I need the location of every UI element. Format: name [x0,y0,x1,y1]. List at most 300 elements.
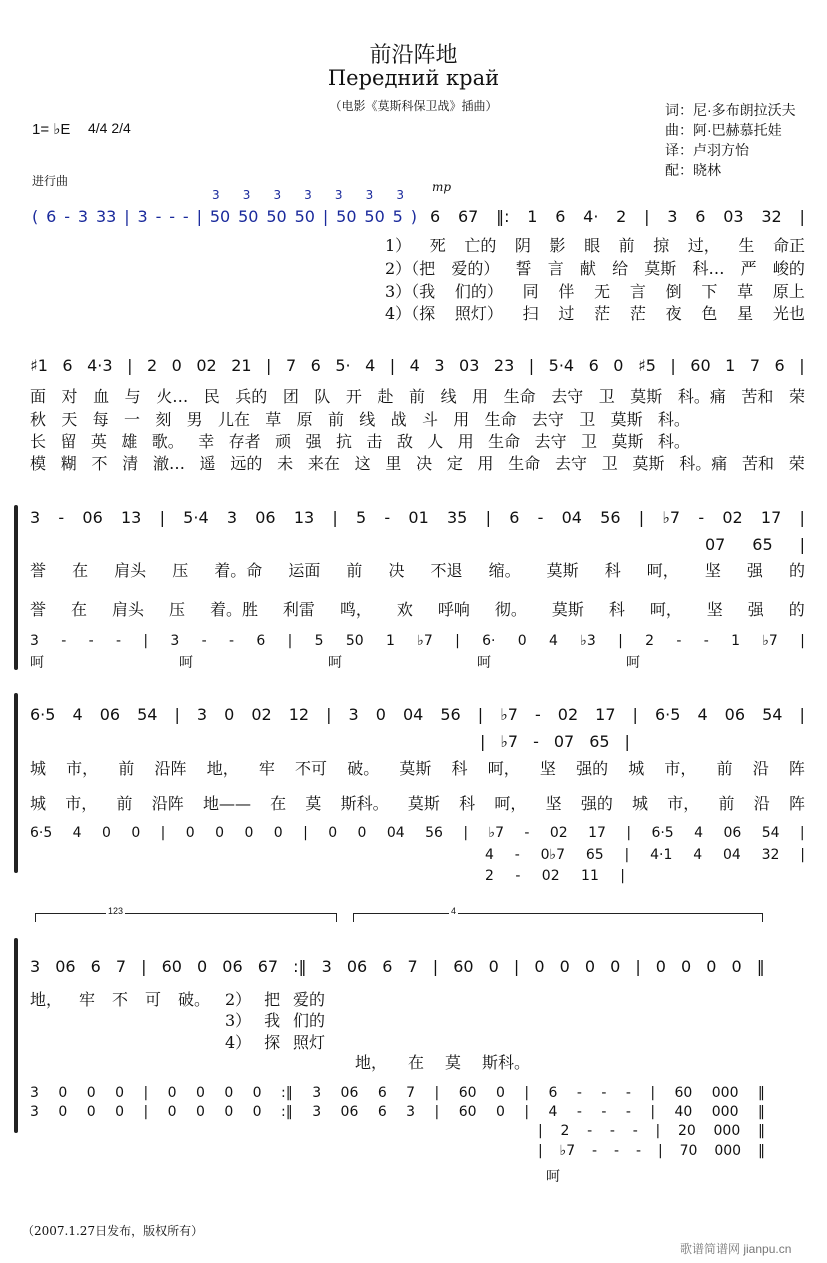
token: 4 [409,356,420,375]
second-voice-row [705,535,805,554]
token: 5 [356,508,367,527]
token: 地， [206,759,239,778]
token: 56 [600,508,621,527]
token: ♭7 [559,1143,576,1159]
credit-music: 曲：阿·巴赫慕托娃 [665,122,782,138]
token: - [169,207,176,226]
token: 06 [222,957,243,976]
token: 强 [305,432,322,451]
token: 6· [482,633,496,649]
barline: | [635,957,641,976]
token: 民 [203,387,220,406]
token: 言 [629,282,646,301]
token: 前 [618,236,635,255]
token: 科。痛 [679,454,728,473]
token: 0 [58,1104,68,1120]
token: 模 [30,454,47,473]
token: 2）（把 [385,259,436,278]
token: 伴 [558,282,575,301]
token: 我 [264,1011,281,1030]
token: 03 [459,356,480,375]
barline: | [618,633,623,649]
token: 用 [453,410,470,429]
barline: | [434,1085,440,1101]
token: 5 [392,207,403,226]
token: 6 [430,207,441,226]
barline: | [174,705,180,724]
token: 兵的 [235,387,268,406]
repeat-lyric-row [225,1030,325,1053]
token: 未 [277,454,294,473]
token: 牢 [258,759,275,778]
barline: | [124,207,130,226]
token: 3 [30,633,39,649]
credit-arrangement: 配：晓林 [665,162,721,178]
barline: | [455,633,460,649]
token: - [384,508,391,527]
token: 生命 [508,454,541,473]
token: 3 [242,188,251,202]
lower-voice-row [538,1143,765,1159]
volta-bracket-1 [35,906,337,922]
token: 秋 [30,410,47,429]
lower-lyric-row [30,652,640,672]
lyric-row [30,791,805,814]
lyric-row [385,233,805,256]
token: 莫斯 [632,454,665,473]
token: 0 [224,705,235,724]
token: 沿阵 [154,759,187,778]
token: 坚 [539,759,556,778]
token: 04 [402,705,424,724]
token: 04 [561,508,582,527]
token: - [534,705,541,724]
token: 去守 [555,454,588,473]
token: 这 [354,454,371,473]
token: 坚 [545,794,562,813]
token: 50 [238,207,259,226]
token: 3 [30,1104,39,1120]
token: 6 [548,1085,558,1101]
token: 1 [527,207,538,226]
barline: | [528,356,535,375]
token: 前 [718,794,735,813]
token: 02 [722,508,743,527]
token: 誉 [30,561,47,580]
token: 生 [738,236,755,255]
barline: | [485,508,491,527]
barline: :‖ [281,1085,293,1101]
token: 前 [327,410,344,429]
token: 生命 [503,387,536,406]
token: 0 [215,825,225,841]
token: 3 [396,188,404,202]
token: 06 [255,508,276,527]
token: 0 [495,1085,505,1101]
token: 06 [340,1085,359,1101]
barline: | [624,847,630,863]
token: 在 [407,1053,424,1072]
token: 32 [761,847,780,863]
token: 13 [120,508,142,527]
token: 天 [61,410,78,429]
token: - [533,732,539,751]
barline: | [638,508,645,527]
notes-row [30,356,805,375]
token: 7 [407,957,418,976]
token: 3） [225,1011,252,1030]
token: 32 [761,207,782,226]
token: - [182,207,189,226]
title-russian: Передний край [327,66,500,90]
token: 6 [62,356,73,375]
token: - [625,1104,631,1120]
token: 65 [589,732,610,751]
token: 67 [257,957,279,976]
token: 5· [335,356,351,375]
token: 60 [161,957,182,976]
token: ♭7 [762,633,778,649]
token: - [537,508,544,527]
token: 草 [265,410,282,429]
volta-bracket-2 [353,906,763,922]
token: 0 [613,356,624,375]
token: 遥 [199,454,216,473]
token: 0 [495,1104,505,1120]
token: 6·5 [30,825,53,841]
notes-row [30,705,805,724]
token: 探 [264,1033,281,1052]
system-bracket [14,505,18,670]
token: 3 [212,188,220,202]
token: 04 [722,847,741,863]
token: 5·4 [183,508,209,527]
token: 压 [172,561,189,580]
token: 3 [196,705,208,724]
token: 无 [594,282,611,301]
token: 照灯） [454,304,503,323]
token: 强 [747,600,764,619]
token: 3 [312,1104,322,1120]
token: 爱的 [292,990,325,1009]
token: 4·1 [650,847,673,863]
token: 3 [434,356,445,375]
token: - [587,1123,593,1139]
barline: | [303,825,308,841]
token: 严 [740,259,757,278]
token: 呵， [646,561,679,580]
token: 线 [440,387,457,406]
token: 6 [46,207,57,226]
token: - [632,1123,638,1139]
token: - [635,1143,642,1159]
token: 决 [388,561,405,580]
token: 过， [687,236,720,255]
token: 市， [65,794,98,813]
token: 0 [115,1085,124,1101]
token: - [592,1143,598,1159]
token: 色 [701,304,718,323]
token: 01 [408,508,429,527]
lower-voice-row [30,825,805,841]
token: ♭3 [580,633,596,649]
lower-voice-row [30,633,805,649]
token: 强的 [580,794,613,813]
token: 7 [406,1085,416,1101]
token: 4 [485,847,494,863]
token: 1 [731,633,741,649]
token: 前 [116,794,133,813]
token: 男 [186,410,203,429]
token: 用 [457,432,474,451]
token: 去守 [534,432,567,451]
credit-lyrics: 词：尼·多布朗拉沃夫 [665,102,796,118]
token: - [88,633,94,649]
token: 17 [588,825,606,841]
barline: | [326,705,332,724]
token: 去守 [531,410,564,429]
token: 呵 [30,655,44,671]
token: 歌。 [151,432,184,451]
barline: | [655,1123,661,1139]
token: 0 [224,1104,234,1120]
barline: | [287,633,293,649]
token: 0 [488,957,499,976]
token: 3 [312,1085,322,1101]
token: 着。命 [214,561,263,580]
token: 12 [288,705,310,724]
token: 前 [409,387,426,406]
token: 肩头 [114,561,147,580]
token: ♯1 [30,356,48,375]
footer-note: （2007.1.27日发布，版权所有） [22,1224,204,1238]
token: 3 [406,1104,416,1120]
token: 敌 [396,432,413,451]
token: 火… [156,387,189,406]
barline: | [620,868,625,884]
token: 呵， [649,600,682,619]
token: 留 [60,432,77,451]
token: 澈… [152,454,185,473]
lyric-row [30,756,805,779]
token: 4）（探 [385,304,436,323]
token: 0♭7 [540,847,566,863]
token: 过 [558,304,575,323]
token: 67 [457,207,479,226]
token: 莫斯 [546,561,579,580]
token: 夜 [665,304,682,323]
subtitle: （电影《莫斯科保卫战》插曲） [329,99,498,113]
token: 牢 [78,990,95,1009]
token: 0 [224,1085,234,1101]
watermark: 歌谱简谱网 jianpu.cn [680,1242,792,1256]
token: 队 [314,387,331,406]
token: 光也 [772,304,805,323]
token: 06 [346,957,368,976]
token: 科 [451,759,468,778]
token: 03 [723,207,744,226]
token: 000 [711,1104,739,1120]
barline: | [644,207,650,226]
token: - [515,868,521,884]
token: 峻的 [772,259,805,278]
token: 2 [560,1123,570,1139]
token: 3 [170,633,180,649]
token: 苦和 [741,454,774,473]
token: 誉 [30,600,47,619]
token: 0 [252,1104,262,1120]
token: 人 [427,432,444,451]
token: 3 [137,207,148,226]
token: 6 [695,207,706,226]
barline: | [800,633,805,649]
token: 着。胜 [209,600,258,619]
token: 3 [30,1085,39,1101]
token: 3 [348,705,359,724]
token: 50 [345,633,364,649]
lyric-row [30,429,690,452]
token: 0 [584,957,596,976]
token: 000 [711,1085,739,1101]
token: 不可 [295,759,328,778]
token: 破。 [177,990,210,1009]
token: 2 [616,207,627,226]
token: 利雷 [282,600,315,619]
token: 65 [752,535,773,554]
barline: | [196,207,202,226]
token: ♭7 [500,705,518,724]
token: 60 [458,1085,477,1101]
token: 0 [171,356,182,375]
token: 000 [713,1123,741,1139]
token: 给 [612,259,629,278]
token: 50 [364,207,385,226]
token: 0 [357,825,367,841]
barline: | [650,1085,656,1101]
token: 苦和 [741,387,774,406]
barline: | [141,957,147,976]
token: 06 [82,508,103,527]
token: 0 [115,1104,124,1120]
token: 的 [788,600,805,619]
barline: | [650,1104,656,1120]
token: 0 [731,957,742,976]
token: 坚 [706,600,723,619]
token: 1） [385,236,412,255]
token: 1 [386,633,395,649]
key-signature: 1= ♭E [32,121,71,138]
token: 06 [99,705,121,724]
token: 0 [197,957,208,976]
title: 前沿阵地 [369,42,458,67]
token: - [703,633,709,649]
token: 2 [146,356,158,375]
lower-voice-row [485,868,625,884]
token: 前 [716,759,733,778]
token: 原 [296,410,313,429]
token: 扫 [522,304,539,323]
barline: | [670,356,676,375]
barline: | [332,508,338,527]
token: 4· [583,207,599,226]
barline: | [632,705,638,724]
barline: | [799,535,805,554]
token: 02 [196,356,217,375]
token: 0 [706,957,717,976]
token: 同 [522,282,539,301]
token: 彻。 [494,600,527,619]
lyric-row [30,558,805,581]
barline: | [624,732,630,751]
token: 莫 [305,794,322,813]
token: 54 [761,825,780,841]
token: 0 [185,825,195,841]
token: 去守 [551,387,584,406]
token: 3 [30,508,41,527]
token: 面 [30,387,47,406]
token: 3）（我 [385,282,436,301]
token: 茫 [594,304,611,323]
token: 35 [447,508,468,527]
token: 科。 [657,410,690,429]
token: 糊 [60,454,77,473]
token: 50 [294,207,315,226]
token: 城 [30,759,47,778]
token: 的 [788,561,805,580]
token: 阵 [788,759,805,778]
barline: :‖ [293,957,307,976]
token: - [115,633,122,649]
barline: | [480,732,486,751]
barline: | [513,957,520,976]
token: 6 [509,508,520,527]
lower-voice-row [30,1085,765,1101]
token: 呵， [494,794,527,813]
token: 强 [746,561,763,580]
barline: | [143,1104,149,1120]
token: 56 [440,705,461,724]
barline: ‖ [757,1104,765,1120]
token: 卫 [598,387,615,406]
token: 06 [724,705,746,724]
token: ) [410,207,417,226]
token: 星 [737,304,754,323]
intro-notes-row [32,207,417,226]
token: 60 [690,356,711,375]
token: 6·5 [654,705,681,724]
token: 65 [585,847,604,863]
token: - [576,1085,582,1101]
barline: | [524,1085,530,1101]
token: 与 [124,387,141,406]
token: - [61,633,67,649]
token: 用 [477,454,494,473]
token: 运面 [288,561,321,580]
barline: | [626,825,632,841]
token: 前 [118,759,135,778]
barline: ‖ [757,1123,765,1139]
token: 7 [115,957,127,976]
token: 沿 [753,794,770,813]
token: 0 [244,825,254,841]
system-bracket [14,938,18,1133]
token: - [64,207,70,226]
token: 0 [610,957,621,976]
token: 科。痛 [677,387,726,406]
token: 茫 [629,304,646,323]
token: 000 [714,1143,742,1159]
dynamic-marking: mp [432,180,452,194]
